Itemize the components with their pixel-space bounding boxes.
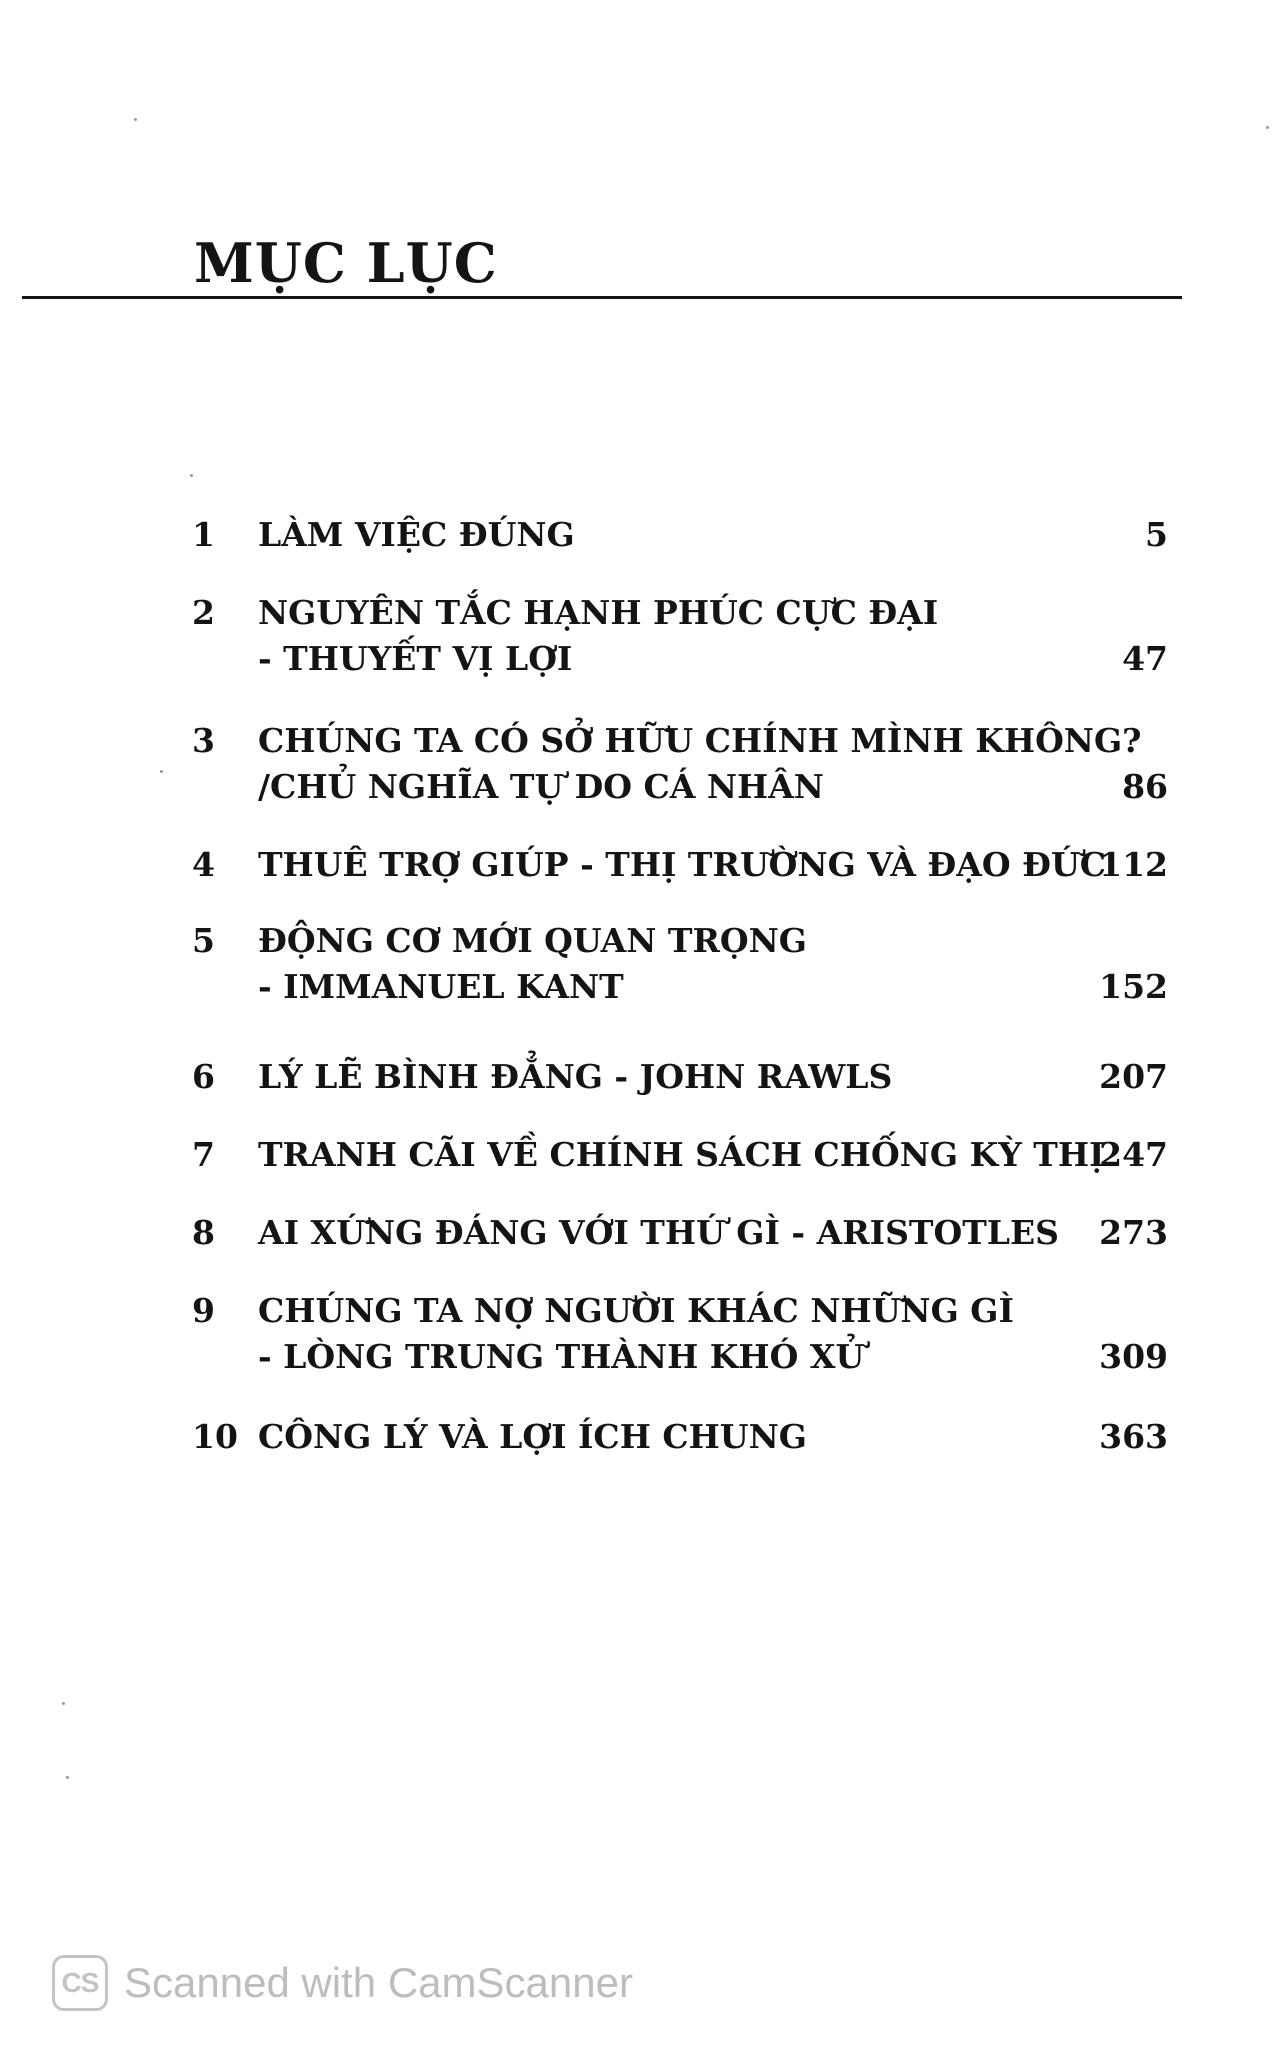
chapter-title — [258, 590, 1118, 682]
chapter-title-line: CHÚNG TA CÓ SỞ HỮU CHÍNH MÌNH KHÔNG? — [258, 721, 1142, 760]
scan-speck — [66, 1776, 69, 1779]
page-number: 309 — [1099, 1337, 1168, 1376]
chapter-number: 9 — [192, 1291, 215, 1330]
chapter-title-line: - THUYẾT VỊ LỢI — [258, 639, 573, 678]
camscanner-logo-icon: CS — [52, 1955, 108, 2011]
scan-speck — [160, 770, 163, 773]
chapter-number: 3 — [192, 721, 215, 760]
page-number: 112 — [1099, 845, 1168, 884]
chapter-number: 1 — [192, 515, 215, 554]
chapter-number: 8 — [192, 1213, 215, 1252]
chapter-title-line: NGUYÊN TẮC HẠNH PHÚC CỰC ĐẠI — [258, 593, 939, 632]
chapter-title-line: AI XỨNG ĐÁNG VỚI THỨ GÌ - ARISTOTLES — [258, 1213, 1059, 1252]
chapter-title — [258, 1210, 1118, 1256]
chapter-number: 6 — [192, 1057, 215, 1096]
chapter-title — [258, 918, 1118, 1010]
chapter-title — [258, 842, 1118, 888]
page-number: 5 — [1145, 515, 1168, 554]
page-number: 86 — [1122, 767, 1168, 806]
chapter-title — [258, 1288, 1118, 1380]
chapter-title-line: LÝ LẼ BÌNH ĐẲNG - JOHN RAWLS — [258, 1057, 893, 1096]
page-number: 47 — [1122, 639, 1168, 678]
page-number: 152 — [1099, 967, 1168, 1006]
scan-speck — [190, 474, 193, 477]
chapter-number: 5 — [192, 921, 215, 960]
page-title: MỤC LỤC — [194, 231, 498, 295]
page-number: 273 — [1099, 1213, 1168, 1252]
chapter-title — [258, 1132, 1118, 1178]
chapter-number: 4 — [192, 845, 215, 884]
chapter-title-line: - LÒNG TRUNG THÀNH KHÓ XỬ — [258, 1337, 865, 1376]
chapter-number: 10 — [192, 1417, 238, 1456]
chapter-title — [258, 1414, 1118, 1460]
chapter-title-line: ĐỘNG CƠ MỚI QUAN TRỌNG — [258, 921, 807, 960]
camscanner-watermark — [52, 1952, 633, 2014]
chapter-title-line: LÀM VIỆC ĐÚNG — [258, 515, 575, 554]
chapter-title-line: /CHỦ NGHĨA TỰ DO CÁ NHÂN — [258, 767, 824, 806]
page-number: 207 — [1099, 1057, 1168, 1096]
chapter-title-line: CHÚNG TA NỢ NGƯỜI KHÁC NHỮNG GÌ — [258, 1291, 1014, 1330]
chapter-title-line: THUÊ TRỢ GIÚP - THỊ TRƯỜNG VÀ ĐẠO ĐỨC — [258, 845, 1106, 884]
chapter-title-line: - IMMANUEL KANT — [258, 967, 624, 1006]
scan-speck — [134, 118, 137, 121]
page-number: 363 — [1099, 1417, 1168, 1456]
chapter-number: 7 — [192, 1135, 215, 1174]
scan-speck — [1266, 126, 1269, 129]
chapter-title-line: TRANH CÃI VỀ CHÍNH SÁCH CHỐNG KỲ THỊ — [258, 1135, 1105, 1174]
chapter-number: 2 — [192, 593, 215, 632]
chapter-title — [258, 1054, 1118, 1100]
chapter-title — [258, 718, 1142, 810]
scan-speck — [62, 1702, 65, 1705]
watermark-text: Scanned with CamScanner — [124, 1959, 633, 2006]
title-underline — [22, 296, 1182, 299]
chapter-title-line: CÔNG LÝ VÀ LỢI ÍCH CHUNG — [258, 1417, 807, 1456]
chapter-title — [258, 512, 1118, 558]
page-number: 247 — [1099, 1135, 1168, 1174]
